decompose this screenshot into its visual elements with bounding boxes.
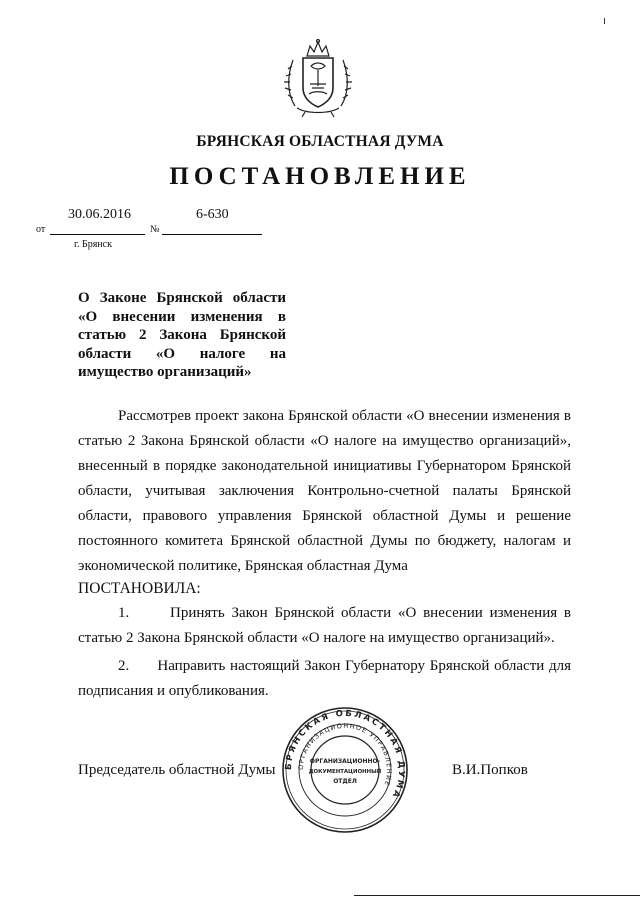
number-label: №	[150, 224, 160, 235]
paragraph-line: области, учитывая заключения Контрольно-счетной палаты Брянской	[78, 483, 571, 499]
item-number: 2.	[118, 658, 130, 674]
document-number: 6-630	[196, 207, 229, 222]
item-text: Принять Закон Брянской области «О внесении изменения в	[170, 605, 572, 621]
item-first-line	[78, 654, 571, 679]
preamble-paragraph	[78, 404, 571, 579]
item-line: статью 2 Закона Брянской области «О налоге на имущество организаций».	[78, 630, 555, 646]
organization-name: БРЯНСКАЯ ОБЛАСТНАЯ ДУМА	[196, 133, 444, 150]
paragraph-line: статью 2 Закона Брянской области «О налоге на имущество организаций»,	[78, 433, 571, 449]
stamp-center-line: ОТДЕЛ	[333, 778, 357, 785]
stamp-inner-text: ОРГАНИЗАЦИОННОЕ УПРАВЛЕНИЕ	[296, 721, 394, 788]
footer-rule	[354, 895, 640, 896]
paragraph-line: области, правового управления Брянской областной Думы и решение	[78, 508, 571, 524]
official-stamp	[280, 705, 410, 835]
paragraph-line: Рассмотрев проект закона Брянской области «О внесении изменения в	[118, 408, 571, 424]
coat-of-arms-emblem	[283, 36, 353, 118]
stamp-outer-text: БРЯНСКАЯ ОБЛАСТНАЯ ДУМА	[283, 708, 407, 801]
stamp-center-line: ОРГАНИЗАЦИОННО-	[309, 758, 381, 765]
signer-name: В.И.Попков	[452, 762, 528, 778]
date-underline	[50, 234, 145, 235]
document-date: 30.06.2016	[68, 207, 131, 222]
margin-mark	[604, 18, 605, 24]
item-text: Направить настоящий Закон Губернатору Брянской области для	[157, 658, 571, 674]
item-line: подписания и опубликования.	[78, 683, 269, 699]
subject-line: имущество организаций»	[78, 364, 252, 380]
resolution-item-1	[78, 601, 571, 651]
date-label: от	[36, 224, 46, 235]
document-subject	[78, 289, 286, 382]
subject-line: «О внесении изменения в	[78, 308, 286, 325]
stamp-center-line: ДОКУМЕНТАЦИОННЫЙ	[308, 769, 382, 775]
paragraph-line: экономической политике, Брянская областная Дума	[78, 558, 408, 574]
item-first-line	[78, 601, 571, 626]
resolution-item-2	[78, 654, 571, 704]
subject-line: области «О налоге на	[78, 345, 286, 362]
city-label: г. Брянск	[74, 239, 112, 250]
paragraph-line: постоянного комитета Брянской областной Думы по бюджету, налогам и	[78, 533, 571, 549]
decree-word: ПОСТАНОВИЛА:	[78, 580, 201, 597]
document-type-title: ПОСТАНОВЛЕНИЕ	[169, 163, 471, 190]
paragraph-line: внесенный в порядке законодательной инициативы Губернатором Брянской	[78, 458, 571, 474]
number-underline	[162, 234, 262, 235]
item-number: 1.	[118, 605, 130, 621]
subject-line: статью 2 Закона Брянской	[78, 327, 286, 343]
chairman-position: Председатель областной Думы	[78, 762, 276, 778]
subject-line: О Законе Брянской области	[78, 290, 286, 306]
